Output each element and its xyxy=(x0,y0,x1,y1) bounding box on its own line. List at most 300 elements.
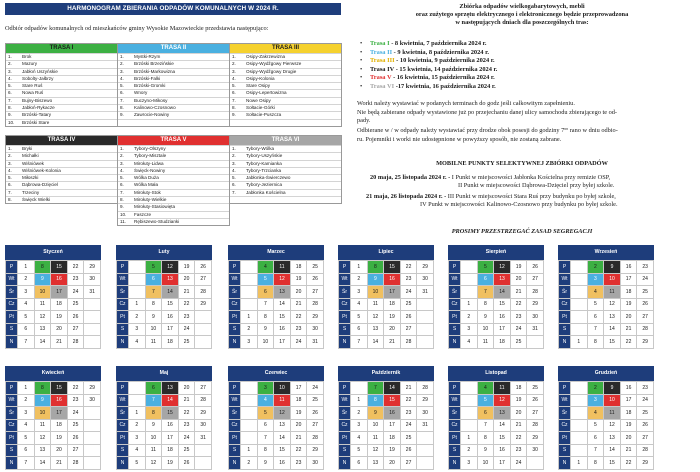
day-cell: 5 xyxy=(351,444,368,457)
day-cell: 17 xyxy=(494,323,511,336)
day-label: Śr xyxy=(559,407,571,420)
day-cell: 21 xyxy=(178,394,195,407)
month-grid xyxy=(5,381,101,470)
day-cell: 24 xyxy=(637,273,654,286)
village-name: Bryki xyxy=(22,146,33,151)
village-name: Brzóski-Tatary xyxy=(22,112,52,118)
day-cell: 7 xyxy=(257,432,274,445)
village-name: Mirołuty-Stasiowięta xyxy=(134,204,176,210)
day-cell: 8 xyxy=(145,298,162,311)
month-name: Maj xyxy=(116,366,212,381)
day-cell: 6 xyxy=(351,457,368,470)
village-name: Rębiszewo-Studzianki xyxy=(134,218,180,224)
route-name: Trasa VI xyxy=(370,82,395,90)
day-cell: 5 xyxy=(351,311,368,324)
row-number: 7. xyxy=(232,189,236,195)
day-cell: 14 xyxy=(162,286,179,299)
day-cell: 2 xyxy=(18,394,35,407)
day-cell: 22 xyxy=(400,394,417,407)
day-cell xyxy=(461,407,478,420)
day-cell: 12 xyxy=(34,432,51,445)
village-name: Wnory xyxy=(134,90,148,96)
route-village-row xyxy=(230,119,341,126)
day-cell: 27 xyxy=(195,273,212,286)
village-name: Osipy-Wydźgowy Drugie xyxy=(246,68,297,74)
day-cell: 26 xyxy=(527,261,544,274)
day-cell: 29 xyxy=(307,311,324,324)
day-cell: 17 xyxy=(620,273,637,286)
village-name: Trzeciny xyxy=(22,189,40,195)
day-cell: 30 xyxy=(307,457,324,470)
day-cell: 19 xyxy=(51,432,68,445)
day-cell: 13 xyxy=(274,286,291,299)
day-cell: 11 xyxy=(604,286,621,299)
day-cell: 8 xyxy=(587,457,604,470)
row-number: 9. xyxy=(120,112,124,118)
day-label: Cz xyxy=(117,298,129,311)
day-cell: 6 xyxy=(477,407,494,420)
day-cell: 20 xyxy=(290,286,307,299)
day-cell: 20 xyxy=(620,432,637,445)
route-table-title: TRASA I xyxy=(6,44,117,53)
day-cell: 1 xyxy=(571,336,588,349)
day-cell: 7 xyxy=(351,336,368,349)
day-cell: 15 xyxy=(51,382,68,395)
mobile-date-1: 20 maja, 25 listopada 2024 r. - xyxy=(370,174,451,181)
village-name: Święck Wielki xyxy=(22,197,51,203)
day-cell: 14 xyxy=(34,457,51,470)
route-village-row xyxy=(6,145,117,152)
month-grid xyxy=(5,260,101,349)
route-village-row xyxy=(118,189,229,196)
day-cell xyxy=(129,394,146,407)
day-cell: 4 xyxy=(18,419,35,432)
day-cell: 8 xyxy=(367,394,384,407)
route-village-row xyxy=(118,160,229,167)
day-label: Pt xyxy=(559,432,571,445)
day-label: Pt xyxy=(449,432,461,445)
day-label: Wt xyxy=(339,394,351,407)
day-cell: 16 xyxy=(51,273,68,286)
paragraph-line: Nie będą zabierane odpady wystawione już po przejechaniu danej ulicy samochodu zbierającego te od- xyxy=(357,108,617,116)
day-cell: 22 xyxy=(290,311,307,324)
village-name xyxy=(246,197,341,203)
route-name: Trasa IV xyxy=(370,65,395,73)
day-cell: 6 xyxy=(145,273,162,286)
day-cell: 6 xyxy=(18,444,35,457)
route-village-row xyxy=(6,75,117,82)
day-cell: 1 xyxy=(351,261,368,274)
day-cell: 18 xyxy=(620,407,637,420)
day-cell: 25 xyxy=(178,444,195,457)
day-label: Śr xyxy=(117,407,129,420)
day-cell: 7 xyxy=(587,323,604,336)
day-cell: 30 xyxy=(417,407,434,420)
month-calendar xyxy=(228,245,324,349)
day-cell: 15 xyxy=(384,261,401,274)
day-cell: 12 xyxy=(145,457,162,470)
bullet-icon: • xyxy=(360,82,363,90)
day-cell: 15 xyxy=(384,394,401,407)
day-cell: 11 xyxy=(494,382,511,395)
day-cell: 28 xyxy=(417,382,434,395)
day-cell: 23 xyxy=(178,311,195,324)
village-name: Jabłonka-Świerczewo xyxy=(246,175,291,181)
day-cell: 25 xyxy=(510,336,527,349)
row-number: 3. xyxy=(120,160,124,166)
day-cell xyxy=(461,261,478,274)
day-cell: 21 xyxy=(51,457,68,470)
village-name xyxy=(134,120,229,126)
village-name: Osipy-Lepertowizna xyxy=(246,90,287,96)
day-cell: 13 xyxy=(367,323,384,336)
day-cell: 31 xyxy=(417,286,434,299)
day-cell xyxy=(241,382,258,395)
day-label: Śr xyxy=(449,286,461,299)
village-name: Nowe Osipy xyxy=(246,97,271,103)
day-cell: 21 xyxy=(400,382,417,395)
day-cell: 17 xyxy=(51,407,68,420)
day-cell: 12 xyxy=(34,311,51,324)
row-number: 1. xyxy=(8,54,12,59)
day-label: P xyxy=(559,382,571,395)
day-cell: 5 xyxy=(477,394,494,407)
day-label: S xyxy=(449,323,461,336)
day-cell: 1 xyxy=(241,444,258,457)
day-cell: 9 xyxy=(257,323,274,336)
row-number: 1. xyxy=(232,54,236,59)
day-cell: 10 xyxy=(274,382,291,395)
day-cell: 20 xyxy=(510,407,527,420)
row-number: 7. xyxy=(120,97,124,103)
row-number: 4. xyxy=(120,75,124,81)
day-cell: 10 xyxy=(34,407,51,420)
day-cell: 18 xyxy=(384,432,401,445)
month-name: Wrzesień xyxy=(558,245,654,260)
day-cell: 17 xyxy=(620,394,637,407)
day-cell: 4 xyxy=(129,336,146,349)
day-cell: 19 xyxy=(510,394,527,407)
day-cell: 13 xyxy=(604,432,621,445)
day-cell: 22 xyxy=(510,432,527,445)
route-dates: - 16 kwietnia, 15 października 2024 r. xyxy=(391,74,495,82)
route-dates: - 15 kwietnia, 14 października 2024 r. xyxy=(394,65,498,73)
day-cell: 16 xyxy=(620,382,637,395)
day-cell: 23 xyxy=(400,407,417,420)
month-name: Grudzień xyxy=(558,366,654,381)
day-label: N xyxy=(449,457,461,470)
day-label: S xyxy=(229,323,241,336)
day-label: P xyxy=(449,261,461,274)
route-village-row xyxy=(118,203,229,210)
row-number: 5. xyxy=(232,83,236,89)
row-number: 7. xyxy=(8,189,12,195)
month-grid xyxy=(116,260,212,349)
route-village-row xyxy=(6,82,117,89)
day-label: Cz xyxy=(339,298,351,311)
day-cell: 2 xyxy=(351,273,368,286)
day-cell: 11 xyxy=(274,394,291,407)
day-cell: 27 xyxy=(400,457,417,470)
day-cell: 3 xyxy=(351,419,368,432)
day-cell: 28 xyxy=(400,336,417,349)
day-cell: 22 xyxy=(510,298,527,311)
route-village-row xyxy=(118,145,229,152)
day-cell: 18 xyxy=(290,394,307,407)
day-cell: 31 xyxy=(307,336,324,349)
day-cell: 31 xyxy=(84,286,101,299)
day-cell: 24 xyxy=(178,432,195,445)
day-cell xyxy=(417,457,434,470)
day-cell: 18 xyxy=(620,286,637,299)
route-name: Trasa V xyxy=(370,74,392,82)
day-cell: 28 xyxy=(67,457,84,470)
day-cell: 30 xyxy=(195,419,212,432)
day-cell: 12 xyxy=(162,261,179,274)
day-cell: 6 xyxy=(18,323,35,336)
day-cell: 10 xyxy=(604,394,621,407)
day-cell: 9 xyxy=(367,273,384,286)
day-cell: 24 xyxy=(637,394,654,407)
village-name: Mirołuty-Stok xyxy=(134,189,161,195)
day-cell: 18 xyxy=(51,419,68,432)
village-name: Miłoszki xyxy=(22,175,39,181)
day-cell: 10 xyxy=(367,286,384,299)
day-cell: 23 xyxy=(67,394,84,407)
day-cell: 12 xyxy=(494,261,511,274)
route-village-row xyxy=(118,89,229,96)
village-name: Wólka Duża xyxy=(134,175,159,181)
day-label: P xyxy=(6,382,18,395)
day-cell xyxy=(84,298,101,311)
day-cell: 21 xyxy=(384,336,401,349)
day-label: S xyxy=(117,323,129,336)
day-cell: 2 xyxy=(461,444,478,457)
day-cell: 22 xyxy=(67,382,84,395)
day-cell: 2 xyxy=(587,382,604,395)
day-cell: 23 xyxy=(637,261,654,274)
month-grid xyxy=(448,260,544,349)
day-cell: 27 xyxy=(400,323,417,336)
route-name: Trasa II xyxy=(370,48,393,56)
day-cell xyxy=(84,407,101,420)
day-label: Wt xyxy=(6,394,18,407)
day-cell: 14 xyxy=(274,298,291,311)
day-cell: 20 xyxy=(290,419,307,432)
day-cell: 24 xyxy=(290,336,307,349)
day-label: N xyxy=(559,336,571,349)
route-village-row xyxy=(230,53,341,60)
row-number: 4. xyxy=(8,167,12,173)
day-cell: 23 xyxy=(510,311,527,324)
day-cell: 15 xyxy=(494,432,511,445)
day-cell: 20 xyxy=(384,323,401,336)
day-cell: 16 xyxy=(494,311,511,324)
route-village-row xyxy=(118,68,229,75)
day-label: N xyxy=(559,457,571,470)
village-name: Stare Osipy xyxy=(246,83,270,89)
day-cell xyxy=(417,432,434,445)
day-cell xyxy=(241,273,258,286)
info-paragraph-2 xyxy=(357,127,618,144)
day-cell: 5 xyxy=(587,419,604,432)
day-cell: 19 xyxy=(290,407,307,420)
day-cell: 10 xyxy=(257,336,274,349)
day-cell: 12 xyxy=(604,419,621,432)
day-cell xyxy=(571,298,588,311)
day-cell xyxy=(241,261,258,274)
village-name: Brok xyxy=(22,54,32,59)
day-label: Cz xyxy=(559,419,571,432)
day-cell: 4 xyxy=(587,286,604,299)
day-cell: 8 xyxy=(34,261,51,274)
day-cell: 8 xyxy=(257,311,274,324)
day-label: P xyxy=(339,382,351,395)
day-cell: 12 xyxy=(604,298,621,311)
day-cell: 13 xyxy=(34,444,51,457)
day-cell: 21 xyxy=(510,286,527,299)
day-label: Cz xyxy=(449,298,461,311)
day-cell: 18 xyxy=(162,336,179,349)
village-name: Dąbrowa-Dzięciel xyxy=(22,182,58,188)
village-name: Wólka Mała xyxy=(134,182,158,188)
day-cell: 1 xyxy=(129,298,146,311)
bulky-title-1: Zbiórka odpadów wielkogabarytowych, mebli xyxy=(459,3,585,10)
day-cell xyxy=(241,298,258,311)
day-cell: 19 xyxy=(620,419,637,432)
row-number: 4. xyxy=(8,75,12,81)
day-cell: 3 xyxy=(587,394,604,407)
route-village-row xyxy=(118,119,229,126)
day-cell: 9 xyxy=(34,273,51,286)
village-name: Mirołuty-Wielkie xyxy=(134,197,167,203)
paragraph-line: pady. xyxy=(357,117,371,125)
route-village-row xyxy=(6,89,117,96)
day-cell: 27 xyxy=(195,382,212,395)
day-cell: 17 xyxy=(384,286,401,299)
day-cell: 26 xyxy=(178,457,195,470)
day-cell: 2 xyxy=(129,311,146,324)
day-cell: 24 xyxy=(510,457,527,470)
day-cell xyxy=(571,394,588,407)
row-number: 9. xyxy=(120,204,124,210)
day-cell: 11 xyxy=(367,298,384,311)
route-dates: - 9 kwietnia, 8 października 2024 r. xyxy=(392,48,489,56)
village-name: Mystki-Rzym xyxy=(134,54,161,59)
day-label: S xyxy=(339,444,351,457)
day-cell: 27 xyxy=(67,444,84,457)
day-label: S xyxy=(449,444,461,457)
route-village-row xyxy=(230,196,341,203)
day-cell: 18 xyxy=(162,444,179,457)
row-number: 10. xyxy=(8,119,15,125)
day-label: S xyxy=(117,444,129,457)
day-cell: 29 xyxy=(307,444,324,457)
day-cell: 21 xyxy=(620,323,637,336)
day-cell: 11 xyxy=(274,261,291,274)
day-cell: 10 xyxy=(604,273,621,286)
day-cell: 4 xyxy=(461,336,478,349)
day-cell: 2 xyxy=(351,407,368,420)
day-cell: 9 xyxy=(477,311,494,324)
row-number: 4. xyxy=(120,167,124,173)
day-cell: 16 xyxy=(384,273,401,286)
month-calendar xyxy=(448,366,544,470)
route-table-title: TRASA IV xyxy=(6,136,117,145)
row-number: 8. xyxy=(8,105,12,111)
row-number xyxy=(230,197,246,203)
day-cell xyxy=(461,394,478,407)
day-cell: 1 xyxy=(18,261,35,274)
row-number: 1. xyxy=(120,146,124,151)
day-label: Śr xyxy=(117,286,129,299)
day-cell: 9 xyxy=(145,311,162,324)
day-cell xyxy=(417,298,434,311)
day-cell: 10 xyxy=(145,432,162,445)
day-cell: 21 xyxy=(178,286,195,299)
village-name: Święck-Nowiny xyxy=(134,167,166,173)
day-label: Wt xyxy=(449,394,461,407)
day-cell: 10 xyxy=(145,323,162,336)
day-label: Wt xyxy=(559,273,571,286)
day-cell: 1 xyxy=(18,382,35,395)
day-cell: 6 xyxy=(477,273,494,286)
mobile-points-title: MOBILNE PUNKTY SELEKTYWNEJ ZBIÓRKI ODPADÓW xyxy=(436,160,608,167)
day-label: Śr xyxy=(229,407,241,420)
day-label: Pt xyxy=(559,311,571,324)
route-village-row xyxy=(118,152,229,159)
route-table-title: TRASA II xyxy=(118,44,229,53)
route-village-row xyxy=(6,174,117,181)
village-name: Sobolty-Jałbrzy xyxy=(22,75,54,81)
day-cell: 14 xyxy=(494,419,511,432)
day-cell: 27 xyxy=(307,419,324,432)
route-village-row xyxy=(230,89,341,96)
village-name: Tybory-Trzcianka xyxy=(246,167,282,173)
day-cell: 12 xyxy=(274,273,291,286)
day-cell: 7 xyxy=(257,298,274,311)
day-cell: 30 xyxy=(84,273,101,286)
row-number: 10. xyxy=(120,211,127,217)
day-label: S xyxy=(559,444,571,457)
day-cell: 9 xyxy=(477,444,494,457)
day-cell: 3 xyxy=(587,273,604,286)
route-village-row xyxy=(6,97,117,104)
day-cell: 31 xyxy=(195,432,212,445)
mobile-date-2: 21 maja, 26 listopada 2024 r. - xyxy=(366,193,447,200)
day-cell: 19 xyxy=(384,444,401,457)
day-cell: 17 xyxy=(384,419,401,432)
row-number: 2. xyxy=(120,61,124,67)
day-label: N xyxy=(449,336,461,349)
day-cell: 20 xyxy=(510,273,527,286)
route-village-row xyxy=(118,104,229,111)
day-cell: 8 xyxy=(257,444,274,457)
day-label: Śr xyxy=(559,286,571,299)
row-number: 2. xyxy=(120,153,124,159)
day-cell: 25 xyxy=(67,419,84,432)
route-village-row xyxy=(118,75,229,82)
month-calendar xyxy=(116,245,212,349)
day-cell: 6 xyxy=(587,311,604,324)
day-cell: 20 xyxy=(51,444,68,457)
month-name: Kwiecień xyxy=(5,366,101,381)
day-label: Wt xyxy=(229,273,241,286)
day-cell: 11 xyxy=(145,336,162,349)
village-name: Jabłonka Kościelna xyxy=(246,189,286,195)
day-cell: 16 xyxy=(162,311,179,324)
day-cell: 4 xyxy=(587,407,604,420)
